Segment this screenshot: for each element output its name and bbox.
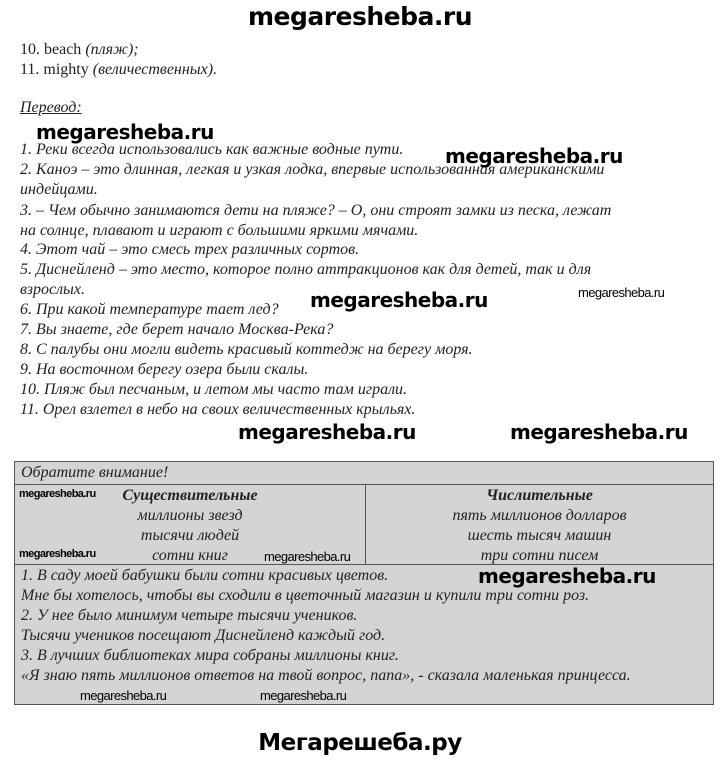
watermark: megaresheba.ru (36, 120, 214, 144)
translation-line: 7. Вы знаете, где берет начало Москва-Река? (20, 321, 334, 338)
translation-line: 8. С палубы они могли видеть красивый коттедж на берегу моря. (20, 341, 473, 358)
watermark: megaresheba.ru (238, 420, 416, 444)
translation-line: индейцами. (20, 181, 98, 198)
translation-line: 6. При какой температуре тает лед? (20, 301, 279, 318)
watermark: megaresheba.ru (19, 548, 96, 560)
watermark: megaresheba.ru (80, 688, 167, 703)
numerals-column (366, 486, 713, 566)
watermark: megaresheba.ru (478, 564, 656, 588)
translation-line: взрослых. (20, 281, 85, 298)
note-title: Обратите внимание! (21, 464, 169, 481)
nouns-heading: Существительные (122, 487, 258, 504)
watermark: megaresheba.ru (578, 285, 665, 300)
translation-heading: Перевод: (20, 99, 82, 116)
example-line: Мне бы хотелось, чтобы вы сходили в цветочный магазин и купили три сотни роз. (21, 587, 590, 604)
example-line: «Я знаю пять миллионов ответов на твой вопрос, папа», - сказала маленькая принцесса. (21, 667, 631, 684)
watermark: megaresheba.ru (510, 420, 688, 444)
vocab-word: beach (44, 41, 82, 58)
noun-item: миллионы звезд (137, 507, 243, 524)
watermark: megaresheba.ru (19, 488, 96, 500)
divider (15, 484, 713, 485)
translation-line: 4. Этот чай – это смесь трех различных сортов. (20, 241, 360, 258)
translation-line: 10. Пляж был песчаным, и летом мы часто там играли. (20, 381, 408, 398)
example-line: 3. В лучших библиотеках мира собраны миллионы книг. (21, 647, 399, 664)
numerals-heading: Числительные (486, 487, 593, 504)
watermark: megaresheba.ru (445, 144, 623, 168)
numeral-item: пять миллионов долларов (452, 507, 627, 524)
vocab-word: mighty (43, 61, 89, 78)
translation-line: 11. Орел взлетел в небо на своих величественных крыльях. (20, 401, 416, 418)
watermark: megaresheba.ru (260, 688, 347, 703)
footer-watermark: Мегарешеба.ру (258, 730, 462, 756)
numeral-item: три сотни писем (480, 547, 599, 564)
vocab-number: 10. (20, 41, 40, 58)
vocab-number: 11. (20, 61, 40, 78)
translation-line: 3. – Чем обычно занимаются дети на пляже? – О, они строят замки из песка, лежат (20, 202, 612, 219)
noun-item: сотни книг (152, 547, 228, 564)
header-watermark: megaresheba.ru (247, 2, 473, 31)
watermark: megaresheba.ru (264, 549, 351, 564)
watermark: megaresheba.ru (310, 288, 488, 312)
example-line: 2. У нее было минимум четыре тысячи учеников. (21, 607, 358, 624)
translation-line: 2. Каноэ – это длинная, легкая и узкая лодка, впервые использованная американскими (20, 161, 605, 178)
example-line: Тысячи учеников посещают Диснейленд каждый год. (21, 627, 386, 644)
example-line: 1. В саду моей бабушки были сотни красивых цветов. (21, 567, 389, 584)
vocab-translation: (величественных). (92, 61, 218, 78)
vocab-item (20, 40, 139, 60)
translation-line: 9. На восточном берегу озера были скалы. (20, 361, 309, 378)
translation-line: 1. Реки всегда использовались как важные водные пути. (20, 141, 404, 158)
noun-item: тысячи людей (140, 527, 240, 544)
translation-line: на солнце, плавают и играют с большими яркими мячами. (20, 222, 419, 239)
translation-line: 5. Диснейленд – это место, которое полно аттракционов как для детей, так и для (20, 261, 592, 278)
numeral-item: шесть тысяч машин (467, 527, 612, 544)
vocab-translation: (пляж); (85, 41, 139, 58)
vocab-item (20, 60, 217, 80)
